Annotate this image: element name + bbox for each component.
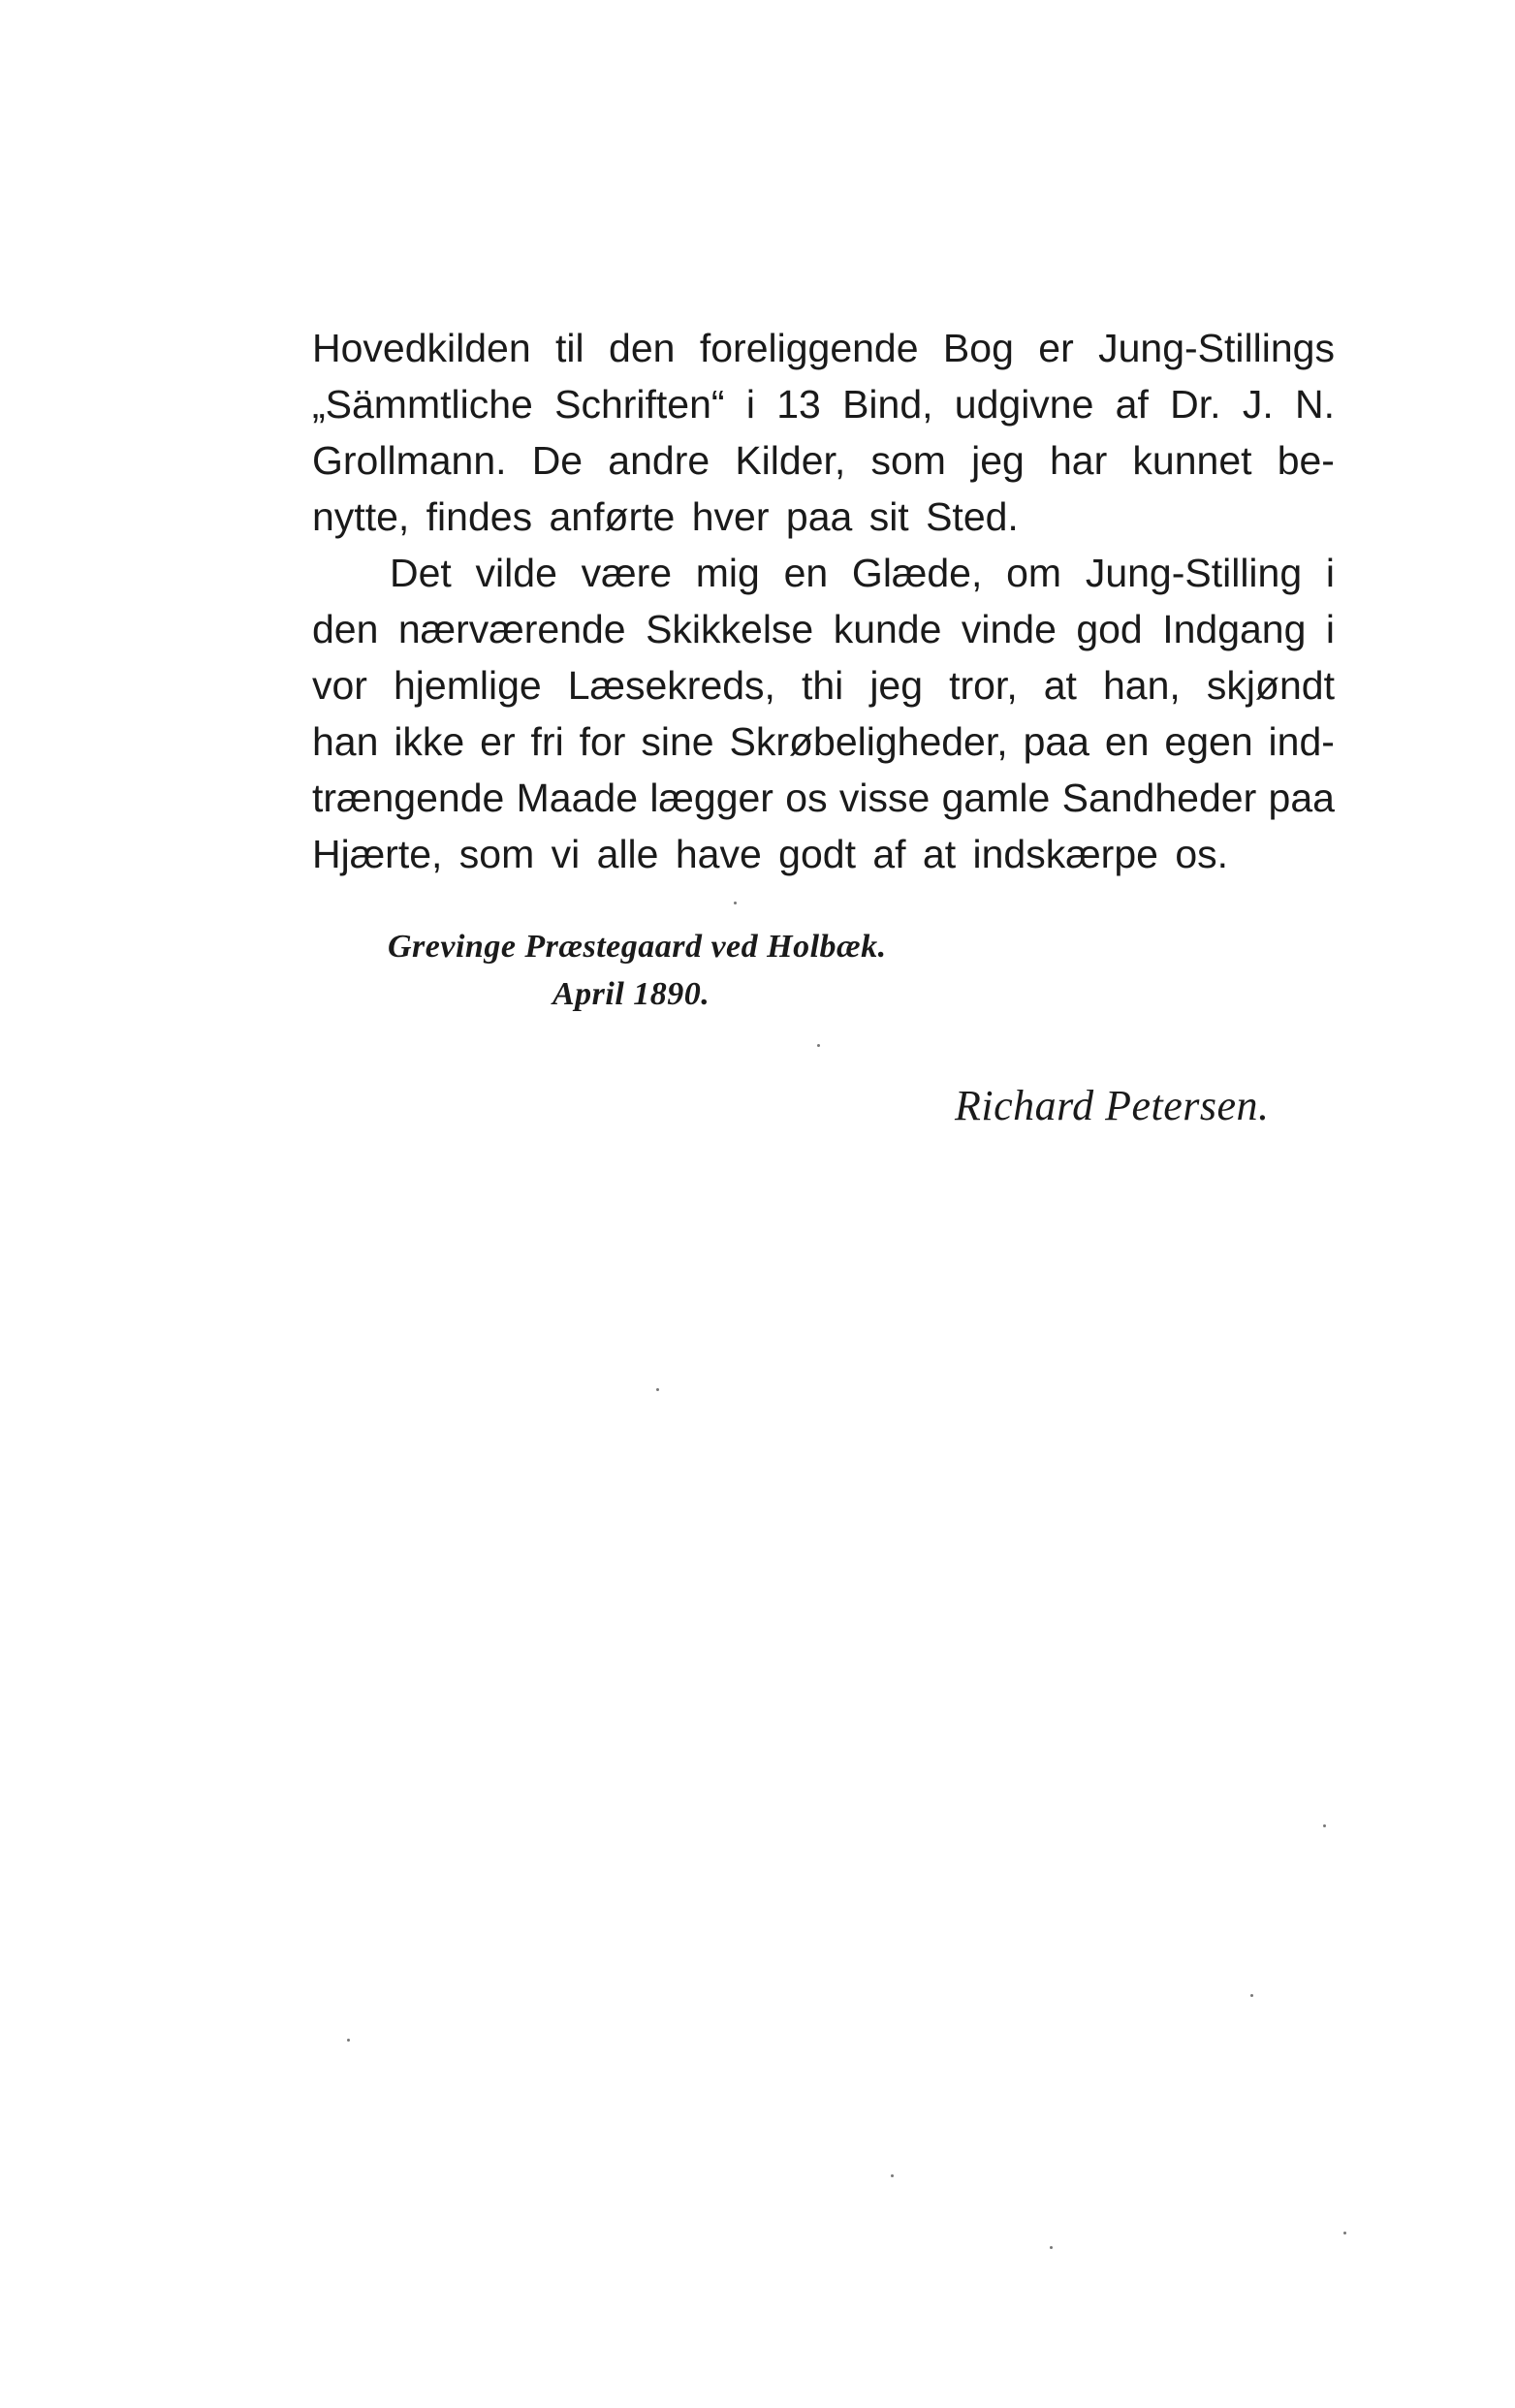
- preface-line: [312, 657, 1335, 713]
- scan-speck: [347, 2039, 350, 2042]
- word: en: [783, 551, 829, 595]
- word: fri: [530, 719, 564, 764]
- word: thi: [801, 663, 844, 708]
- word: er: [480, 719, 516, 764]
- scan-speck: [1250, 1994, 1253, 1997]
- word: for: [579, 719, 626, 764]
- word: Kilder,: [735, 438, 846, 483]
- word: Skikkelse: [646, 607, 814, 651]
- word: han,: [1102, 663, 1181, 708]
- word: Grollmann.: [312, 438, 507, 483]
- signature-author: Richard Petersen.: [955, 1082, 1270, 1129]
- word: Jung-Stilling: [1085, 551, 1303, 595]
- word: Schriften“: [554, 382, 725, 427]
- word: den: [609, 326, 676, 370]
- word: visse: [838, 776, 931, 820]
- line-text: Hjærte, som vi alle have godt af at indskærpe os.: [312, 832, 1229, 876]
- word: han: [312, 719, 379, 764]
- word: i: [1325, 607, 1335, 651]
- word: som: [870, 438, 946, 483]
- word: Læsekreds,: [567, 663, 775, 708]
- word: til: [555, 326, 584, 370]
- preface-line: [312, 489, 1335, 545]
- word: jeg: [971, 438, 1025, 483]
- word: Bind,: [842, 382, 933, 427]
- line-text: nytte, findes anførte hver paa sit Sted.: [312, 494, 1019, 539]
- word: udgivne: [954, 382, 1094, 427]
- word: ind-: [1268, 719, 1335, 764]
- word: af: [1115, 382, 1149, 427]
- scan-speck: [891, 2174, 894, 2177]
- word: be-: [1277, 438, 1335, 483]
- word: kunnet: [1132, 438, 1252, 483]
- word: den: [312, 607, 379, 651]
- word: ikke: [394, 719, 465, 764]
- word: at: [1043, 663, 1077, 708]
- word: har: [1049, 438, 1108, 483]
- word: være: [581, 551, 673, 595]
- word: Maade: [516, 776, 639, 820]
- preface-line: [312, 376, 1335, 432]
- word: trængende: [312, 776, 505, 820]
- word: Bog: [942, 326, 1014, 370]
- word: lægger: [649, 776, 773, 820]
- scan-speck: [656, 1388, 659, 1391]
- word: os: [785, 776, 828, 820]
- word: egen: [1164, 719, 1253, 764]
- preface-line: [312, 713, 1335, 770]
- word: Dr.: [1170, 382, 1221, 427]
- signature-place: Grevinge Præstegaard ved Holbæk.: [388, 929, 887, 965]
- word: om: [1006, 551, 1062, 595]
- scan-speck: [734, 902, 737, 904]
- word: paa: [1023, 719, 1089, 764]
- word: N.: [1294, 382, 1335, 427]
- word: Glæde,: [851, 551, 983, 595]
- preface-line: [312, 770, 1335, 826]
- word: god: [1076, 607, 1143, 651]
- word: andre: [608, 438, 710, 483]
- word: kunde: [833, 607, 942, 651]
- scan-speck: [1050, 2246, 1053, 2249]
- word: De: [531, 438, 584, 483]
- word: vinde: [961, 607, 1057, 651]
- preface-line: [312, 826, 1335, 882]
- word: Skrøbeligheder,: [729, 719, 1008, 764]
- word: vilde: [475, 551, 557, 595]
- word: skjøndt: [1206, 663, 1335, 708]
- preface-line: [312, 320, 1335, 376]
- word: Indgang: [1162, 607, 1307, 651]
- preface-line: [312, 545, 1335, 601]
- signature-date: April 1890.: [552, 976, 710, 1012]
- word: sine: [641, 719, 714, 764]
- word: mig: [695, 551, 760, 595]
- word: paa: [1268, 776, 1335, 820]
- preface-line: [312, 601, 1335, 657]
- word: nærværende: [397, 607, 626, 651]
- word: tror,: [949, 663, 1018, 708]
- scan-speck: [1343, 2232, 1346, 2234]
- word: Sandheder: [1061, 776, 1257, 820]
- word: i: [745, 382, 755, 427]
- word: foreliggende: [699, 326, 919, 370]
- scan-speck: [1323, 1824, 1326, 1827]
- word: Jung-Stillings: [1098, 326, 1335, 370]
- word: i: [1325, 551, 1335, 595]
- word: „Sämmtliche: [312, 382, 533, 427]
- word: gamle: [941, 776, 1051, 820]
- word: er: [1038, 326, 1074, 370]
- scan-speck: [817, 1044, 820, 1047]
- preface-line: [312, 432, 1335, 489]
- word: hjemlige: [394, 663, 542, 708]
- word: J.: [1242, 382, 1274, 427]
- word: vor: [312, 663, 367, 708]
- word: Det: [390, 551, 452, 595]
- word: Hovedkilden: [312, 326, 531, 370]
- word: en: [1104, 719, 1150, 764]
- word: 13: [776, 382, 821, 427]
- word: jeg: [869, 663, 924, 708]
- preface-text: [312, 320, 1335, 882]
